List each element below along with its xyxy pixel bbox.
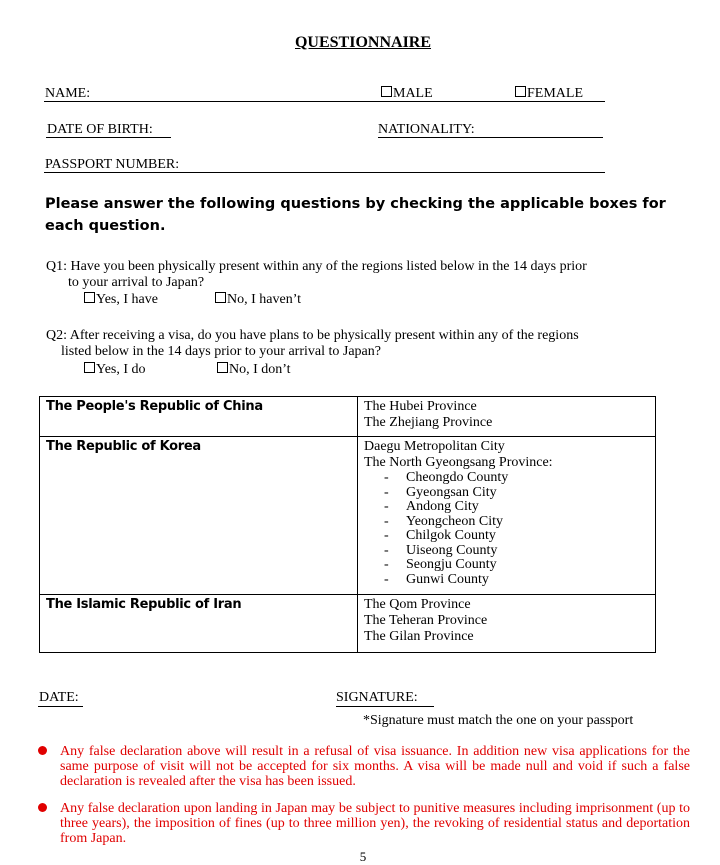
question-1: [46, 259, 696, 291]
q2-yes-option[interactable]: [84, 362, 146, 378]
places-cell: [358, 595, 656, 653]
sub-place-item: - Cheongdo County: [384, 470, 509, 485]
table-row: [40, 397, 656, 437]
nationality-label: NATIONALITY:: [378, 122, 475, 137]
regions-table: [39, 396, 656, 653]
q2-yes-label: Yes, I do: [96, 362, 146, 377]
female-label: FEMALE: [527, 86, 583, 101]
country-cell: The People's Republic of China: [40, 397, 358, 437]
sub-place-item: - Gyeongsan City: [384, 484, 497, 500]
warning-item: Any false declaration above will result in a refusal of visa issuance. In addition new visa applications for the same purpose of visit will not be accepted for six months. A visa will be made null and void if such a false declaration is revealed after the visa has been issued.: [38, 744, 690, 789]
q1-no-label: No, I haven’t: [227, 292, 301, 307]
male-checkbox[interactable]: [381, 86, 392, 97]
q2-no-option[interactable]: [217, 362, 291, 378]
place-item: The Qom Province: [364, 597, 471, 612]
sub-place-item: - Yeongcheon City: [384, 513, 503, 529]
passport-field-line[interactable]: [44, 172, 605, 173]
male-label: MALE: [393, 86, 433, 101]
place-item: The Zhejiang Province: [364, 415, 493, 430]
sub-place-item: - Uiseong County: [384, 542, 498, 558]
signature-note: *Signature must match the one on your passport: [363, 713, 634, 728]
place-item: The North Gyeongsang Province:: [364, 455, 553, 470]
signature-field-line[interactable]: [336, 706, 434, 707]
q1-no-checkbox[interactable]: [215, 292, 226, 303]
question-1-line2: to your arrival to Japan?: [68, 275, 205, 290]
q2-no-label: No, I don’t: [229, 362, 291, 377]
page-title: QUESTIONNAIRE: [294, 34, 432, 51]
q2-yes-checkbox[interactable]: [84, 362, 95, 373]
warning-item: Any false declaration upon landing in Japan may be subject to punitive measures including imprisonment (up to three years), the imposition of fines (up to three million yen), the revoking of residential status and deportation from Japan.: [38, 801, 690, 846]
q2-no-checkbox[interactable]: [217, 362, 228, 373]
date-field-line[interactable]: [38, 706, 83, 707]
nationality-field-line[interactable]: [378, 137, 603, 138]
date-label: DATE:: [39, 690, 79, 705]
page-number: 5: [359, 849, 367, 864]
name-field-line[interactable]: [44, 101, 605, 102]
q1-no-option[interactable]: [215, 292, 301, 308]
place-item: Daegu Metropolitan City: [364, 439, 505, 454]
signature-label: SIGNATURE:: [336, 690, 418, 705]
male-option[interactable]: [381, 86, 433, 102]
question-2: [46, 328, 696, 360]
country-cell: The Republic of Korea: [40, 437, 358, 595]
question-2-line2: listed below in the 14 days prior to your arrival to Japan?: [61, 344, 381, 359]
table-row: [40, 595, 656, 653]
sub-place-item: - Seongju County: [384, 557, 497, 572]
bullet-icon: [38, 746, 47, 755]
sub-place-item: - Gunwi County: [384, 571, 489, 587]
sub-place-item: - Chilgok County: [384, 528, 496, 543]
question-2-line1: Q2: After receiving a visa, do you have plans to be physically present within any of the regions: [46, 328, 579, 343]
country-cell: The Islamic Republic of Iran: [40, 595, 358, 653]
places-cell: [358, 437, 656, 595]
sub-place-item: - Andong City: [384, 499, 479, 514]
dob-field-line[interactable]: [46, 137, 171, 138]
question-1-line1: Q1: Have you been physically present within any of the regions listed below in the 14 days prior: [46, 259, 587, 274]
table-row: [40, 437, 656, 595]
q1-yes-option[interactable]: [84, 292, 158, 308]
q1-yes-checkbox[interactable]: [84, 292, 95, 303]
place-item: The Teheran Province: [364, 613, 488, 628]
q1-yes-label: Yes, I have: [96, 292, 158, 307]
female-checkbox[interactable]: [515, 86, 526, 97]
name-label: NAME:: [45, 86, 91, 101]
dob-label: DATE OF BIRTH:: [47, 122, 153, 137]
place-item: The Gilan Province: [364, 629, 474, 644]
instructions: Please answer the following questions by checking the applicable boxes for each question.: [45, 196, 666, 234]
places-cell: [358, 397, 656, 437]
female-option[interactable]: [515, 86, 583, 102]
passport-label: PASSPORT NUMBER:: [45, 157, 180, 172]
bullet-icon: [38, 803, 47, 812]
place-item: The Hubei Province: [364, 399, 477, 414]
